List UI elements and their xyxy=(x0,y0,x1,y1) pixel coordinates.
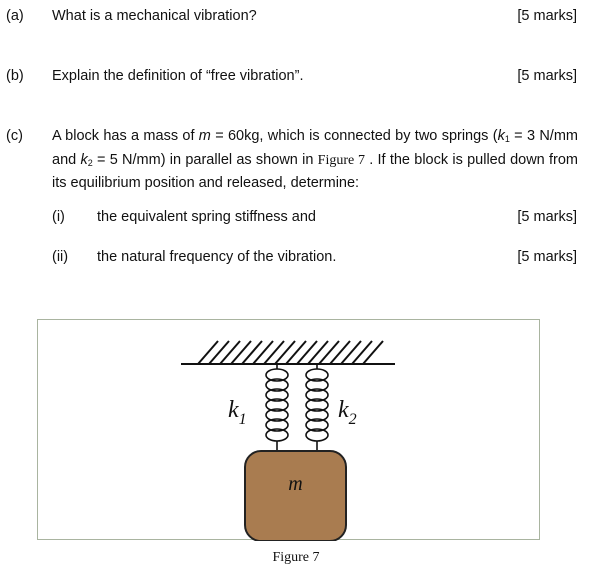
k1-symbol: k xyxy=(497,128,505,144)
part-ii-label: (ii) xyxy=(52,249,69,265)
mass-symbol: m xyxy=(198,128,211,144)
question-c-text xyxy=(52,126,578,194)
figure-caption: Figure 7 xyxy=(272,550,320,565)
part-i-marks: [5 marks] xyxy=(517,209,577,225)
k1-subscript: 1 xyxy=(504,134,510,144)
spring-mass-diagram xyxy=(38,320,541,541)
question-b-marks: [5 marks] xyxy=(517,68,577,84)
spring-k2 xyxy=(306,364,328,451)
part-ii-text: the natural frequency of the vibration. xyxy=(97,249,337,265)
k2-symbol: k xyxy=(80,151,88,168)
part-i-text: the equivalent spring stiffness and xyxy=(97,209,316,225)
part-ii-marks: [5 marks] xyxy=(517,249,577,265)
k2-subscript: 2 xyxy=(87,157,93,168)
mass-block xyxy=(245,451,346,541)
spring-k1 xyxy=(266,364,288,451)
question-c-intro-3: . If the block is pulled down from its equilibrium position and released, determine: xyxy=(52,151,578,191)
k1-value: = 3 N/mm and xyxy=(52,128,578,168)
ceiling-hatch xyxy=(198,341,383,364)
question-b-label: (b) xyxy=(6,68,24,84)
figure-frame xyxy=(37,319,540,540)
part-i-label: (i) xyxy=(52,209,65,225)
question-c-intro-1: A block has a mass of xyxy=(52,128,199,144)
mass-label: m xyxy=(288,473,303,495)
question-a-text: What is a mechanical vibration? xyxy=(52,8,257,24)
k2-value: = 5 N/mm) in parallel as shown in xyxy=(92,151,318,168)
k1-label: $k_1$ xyxy=(228,397,247,428)
question-a-marks: [5 marks] xyxy=(517,8,577,24)
question-a-label: (a) xyxy=(6,8,24,24)
question-b-text: Explain the definition of “free vibration”. xyxy=(52,68,304,84)
k2-label: $k_2$ xyxy=(338,397,357,428)
question-c-intro-2: = 60kg, which is connected by two springs ( xyxy=(210,128,498,144)
figure-reference: Figure 7 xyxy=(317,152,365,168)
question-c-label: (c) xyxy=(6,128,23,144)
